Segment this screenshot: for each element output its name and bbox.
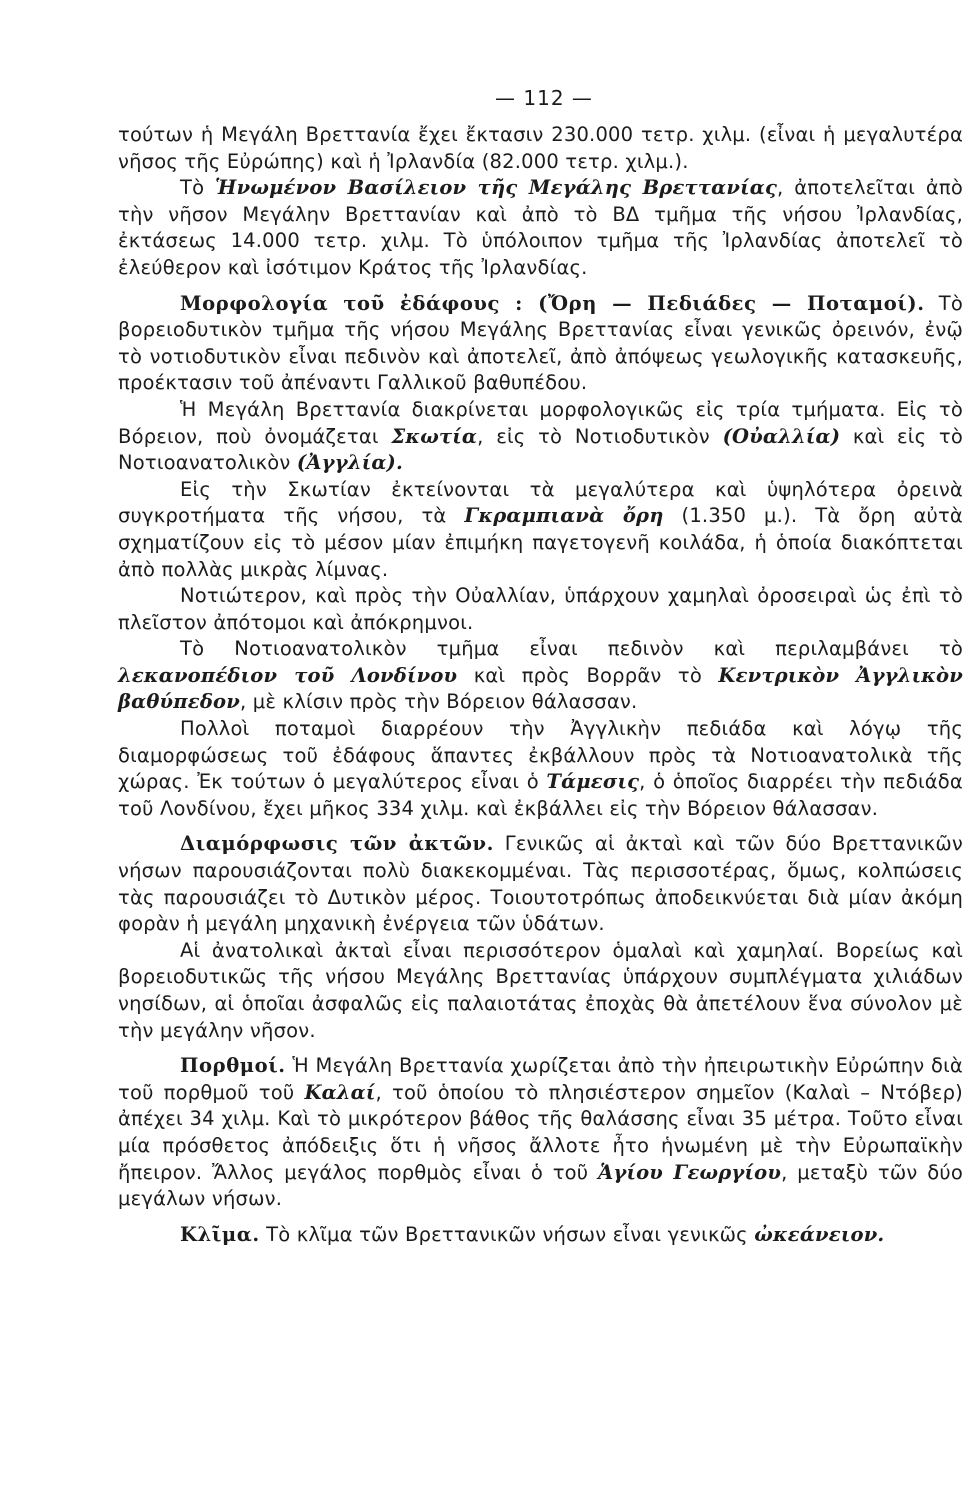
text-run: , εἰς τὸ Νοτιοδυτικὸν xyxy=(477,424,723,448)
text-run: καὶ πρὸς Βορρᾶν τὸ xyxy=(457,663,719,687)
emphasized-term: Καλαί xyxy=(304,1080,376,1104)
text-run: , μὲ κλίσιν πρὸς τὴν Βόρειον θάλασσαν. xyxy=(239,690,638,714)
emphasized-term: (Ἀγγλία). xyxy=(296,451,403,475)
body-paragraph xyxy=(118,716,963,822)
text-run: Αἱ ἀνατολικαὶ ἀκταὶ εἶναι περισσότερον ὁμαλαὶ καὶ χαμηλαί. Βορείως καὶ βορειοδυτικῶς τῆς νήσου Μεγάλης Βρεττανίας ὑπάρχουν συμπλέγματα χιλιάδων νησίδων, αἱ ὁποῖαι ἀσφαλῶς εἰς παλαιοτάτας ἐποχὰς θὰ ἀπετέλουν ἕνα σύνολον μὲ τὴν μεγάλην νῆσον. xyxy=(118,938,963,1042)
section-paragraph xyxy=(118,831,963,937)
text-run: Ἡ Μεγάλη Βρεττανία χωρίζεται ἀπὸ τὴν ἠπειρωτικὴν Εὐρώπην διὰ τοῦ πορθμοῦ τοῦ xyxy=(118,1054,963,1104)
section-paragraph xyxy=(118,1053,963,1213)
emphasized-term: λεκανοπέδιον τοῦ Λονδίνου xyxy=(118,663,458,687)
text-run: Τὸ xyxy=(180,176,216,200)
text-run: τούτων ἡ Μεγάλη Βρεττανία ἔχει ἔκτασιν 230.000 τετρ. χιλμ. (εἶναι ἡ μεγαλυτέρα νῆσος τῆς Εὐρώπης) καὶ ἡ Ἰρλανδία (82.000 τετρ. χιλμ.). xyxy=(118,123,963,173)
section-heading: Διαμόρφωσις τῶν ἀκτῶν. xyxy=(180,832,495,856)
text-run: , ὁ ὁποῖος διαρρέει τὴν πεδιάδα τοῦ Λονδίνου, ἔχει μῆκος 334 χιλμ. καὶ ἐκβάλλει εἰς τὴν Βόρειον θάλασσαν. xyxy=(118,770,963,820)
page-number: — 112 — xyxy=(495,86,593,110)
emphasized-term: Γκραμπιανὰ ὄρη xyxy=(464,504,664,528)
emphasized-term: Σκωτία xyxy=(391,424,478,448)
emphasized-term: (Οὐαλλία) xyxy=(722,424,841,448)
text-run: (1.350 μ.). Τὰ ὄρη αὐτὰ σχηματίζουν εἰς τὸ μέσον μίαν ἐπιμήκη παγετογενῆ κοιλάδα, ἡ ὁποία διακόπτεται ἀπὸ πολλὰς μικρὰς λίμνας. xyxy=(118,504,963,581)
emphasized-term: Ἡνωμένον Βασίλειον τῆς Μεγάλης Βρεττανίας xyxy=(215,176,778,200)
text-run: Εἰς τὴν Σκωτίαν ἐκτείνονται τὰ μεγαλύτερα καὶ ὑψηλότερα ὀρεινὰ συγκροτήματα τῆς νήσου, τὰ xyxy=(118,477,963,528)
text-run: Τὸ κλῖμα τῶν Βρεττανικῶν νήσων εἶναι γενικῶς xyxy=(259,1222,755,1246)
body-paragraph xyxy=(118,938,963,1044)
body-paragraph xyxy=(118,583,963,636)
body-paragraph xyxy=(118,175,963,281)
page-body xyxy=(118,122,963,1248)
body-paragraph xyxy=(118,397,963,477)
section-heading: Κλῖμα. xyxy=(180,1222,260,1246)
text-run: Πολλοὶ ποταμοὶ διαρρέουν τὴν Ἀγγλικὴν πεδιάδα καὶ λόγῳ τῆς διαμορφώσεως τοῦ ἐδάφους ἅπαντες ἐκβάλλουν πρὸς τὰ Νοτιοανατολικὰ τῆς χώρας. Ἐκ τούτων ὁ μεγαλύτερος εἶναι ὁ xyxy=(118,717,963,794)
text-run: , ἀποτελεῖται ἀπὸ τὴν νῆσον Μεγάλην Βρεττανίαν καὶ ἀπὸ τὸ ΒΔ τμῆμα τῆς νήσου Ἰρλανδίας, ἐκτάσεως 14.000 τετρ. χιλμ. Τὸ ὑπόλοιπον τμῆμα τῆς Ἰρλανδίας ἀποτελεῖ τὸ ἐλεύθερον καὶ ἰσότιμον Κράτος τῆς Ἰρλανδίας. xyxy=(118,176,963,279)
body-paragraph xyxy=(118,122,963,175)
emphasized-term: Κεντρικὸν Ἀγγλικὸν βαθύπεδον xyxy=(118,663,963,714)
text-run: Ἡ Μεγάλη Βρεττανία διακρίνεται μορφολογικῶς εἰς τρία τμήματα. Εἰς τὸ Βόρειον, ποὺ ὀνομάζεται xyxy=(118,397,963,448)
text-run: Τὸ Νοτιοανατολικὸν τμῆμα εἶναι πεδινὸν καὶ περιλαμβάνει τὸ xyxy=(180,637,963,661)
emphasized-term: Ἁγίου Γεωργίου xyxy=(598,1160,782,1184)
text-run: καὶ εἰς τὸ Νοτιοανατολικὸν xyxy=(118,424,963,475)
text-run: , τοῦ ὁποίου τὸ πλησιέστερον σημεῖον (Καλαὶ – Ντόβερ) ἀπέχει 34 χιλμ. Καὶ τὸ μικρότερον βάθος τῆς θαλάσσης εἶναι 35 μέτρα. Τοῦτο εἶναι μία πρόσθετος ἀπόδειξις ὅτι ἡ νῆσος ἄλλοτε ἦτο ἡνωμένη μὲ τὴν Εὐρωπαϊκὴν ἤπειρον. Ἄλλος μεγάλος πορθμὸς εἶναι ὁ τοῦ xyxy=(118,1080,963,1184)
body-paragraph xyxy=(118,636,963,716)
emphasized-term: ὠκεάνειον. xyxy=(754,1222,885,1246)
body-paragraph xyxy=(118,477,963,583)
text-run: Νοτιώτερον, καὶ πρὸς τὴν Οὐαλλίαν, ὑπάρχουν χαμηλαὶ ὀροσειραὶ ὡς ἐπὶ τὸ πλεῖστον ἀπότομοι καὶ ἀπόκρημνοι. xyxy=(118,584,963,634)
section-heading: Μορφολογία τοῦ ἐδάφους : (Ὄρη — Πεδιάδες — Ποταμοί). xyxy=(180,291,925,315)
section-paragraph xyxy=(118,291,963,397)
emphasized-term: Τάμεσις xyxy=(546,770,640,794)
text-run: , μεταξὺ τῶν δύο μεγάλων νήσων. xyxy=(118,1160,963,1211)
section-heading: Πορθμοί. xyxy=(180,1054,286,1078)
text-run: Τὸ βορειοδυτικὸν τμῆμα τῆς νήσου Μεγάλης Βρεττανίας εἶναι γενικῶς ὀρεινόν, ἐνῷ τὸ νοτιοδυτικὸν εἶναι πεδινὸν καὶ ἀποτελεῖ, ἀπὸ ἀπόψεως γεωλογικῆς κατασκευῆς, προέκτασιν τοῦ ἀπέναντι Γαλλικοῦ βαθυπέδου. xyxy=(118,291,964,395)
text-run: Γενικῶς αἱ ἀκταὶ καὶ τῶν δύο Βρεττανικῶν νήσων παρουσιάζονται πολὺ διακεκομμέναι. Τὰς περισσοτέρας, ὅμως, κολπώσεις τὰς παρουσιάζει τὸ Δυτικὸν μέρος. Τοιουτοτρόπως ἀποδεικνύεται διὰ μίαν ἀκόμη φορὰν ἡ μεγάλη μηχανικὴ ἐνέργεια τῶν ὑδάτων. xyxy=(118,832,963,936)
section-paragraph xyxy=(118,1222,963,1249)
